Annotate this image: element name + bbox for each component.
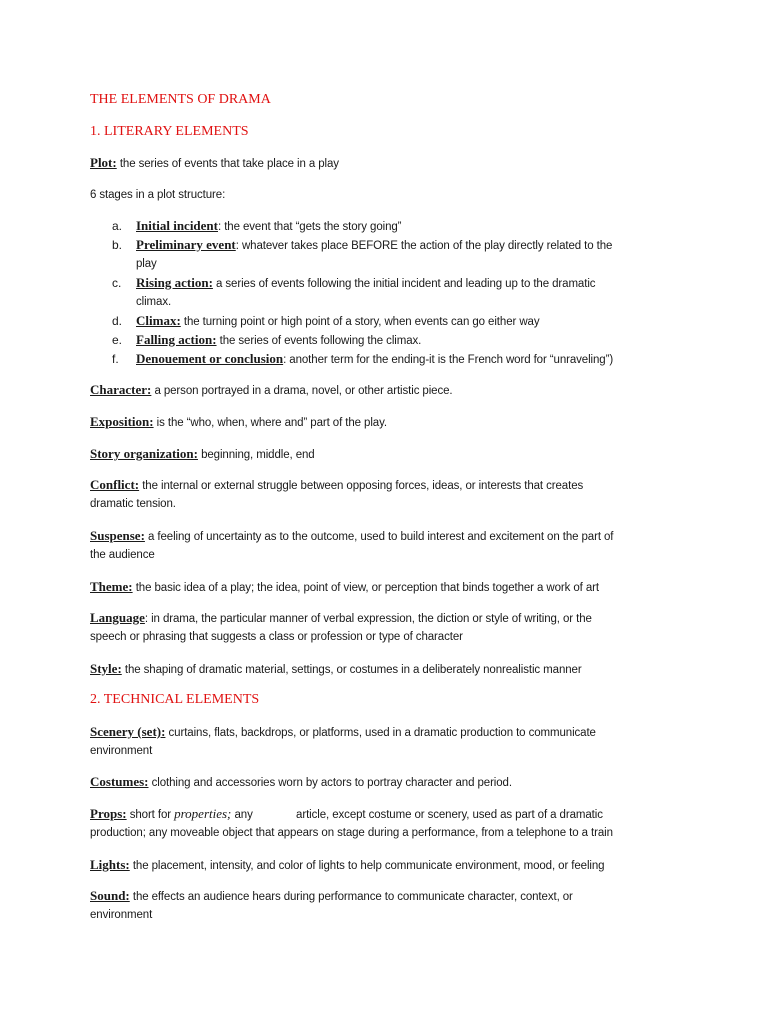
term: Conflict: — [90, 477, 140, 492]
definition-text: the internal or external struggle between opposing forces, ideas, or interests that creates — [139, 480, 584, 492]
term: Scenery (set): — [90, 724, 166, 739]
definition-text: the effects an audience hears during performance to communicate character, context, or — [129, 891, 573, 903]
definition-continuation: dramatic tension. — [90, 498, 176, 510]
term: Style: — [90, 661, 122, 676]
definition-suspense — [90, 527, 613, 547]
definition-text: the turning point or high point of a story, when events can go either way — [180, 316, 540, 328]
list-marker: a. — [112, 219, 123, 233]
definition-character — [90, 381, 453, 401]
definition-continuation: environment — [90, 909, 153, 921]
definition-text: : another term for the ending-it is the French word for “unraveling”) — [283, 354, 614, 366]
definition-text: short for — [126, 809, 175, 821]
definition-text: any article, except costume or scenery, used as part of a dramatic — [231, 809, 603, 821]
term: Theme: — [90, 579, 133, 594]
definition-text: : in drama, the particular manner of verbal expression, the diction or style of writing, or the — [144, 613, 592, 625]
list-marker: f. — [112, 352, 119, 366]
term: Lights: — [90, 857, 130, 872]
definition-text: the shaping of dramatic material, settings, or costumes in a deliberately nonrealistic manner — [121, 664, 582, 676]
definition-exposition — [90, 413, 387, 433]
definition-continuation: climax. — [136, 296, 172, 308]
definition-text: curtains, flats, backdrops, or platforms, used in a dramatic production to communicate — [165, 727, 596, 739]
term: Costumes: — [90, 774, 149, 789]
definition-text: : the event that “gets the story going” — [218, 221, 402, 233]
definition-text: the series of events that take place in a play — [116, 158, 339, 170]
definition-continuation: play — [136, 258, 157, 270]
stages-intro: 6 stages in a plot structure: — [90, 189, 226, 201]
definition-continuation: the audience — [90, 549, 155, 561]
definition-story-organization — [90, 445, 315, 465]
definition-continuation: speech or phrasing that suggests a class or profession or type of character — [90, 631, 463, 643]
term: Suspense: — [90, 528, 145, 543]
definition-sound — [90, 887, 573, 907]
definition-text: the placement, intensity, and color of lights to help communicate environment, mood, or feeling — [129, 860, 605, 872]
definition-style — [90, 660, 582, 680]
section-heading-literary: 1. LITERARY ELEMENTS — [90, 124, 249, 139]
term: Story organization: — [90, 446, 198, 461]
list-marker: e. — [112, 333, 123, 347]
definition-continuation: environment — [90, 745, 153, 757]
definition-text: : whatever takes place BEFORE the action of the play directly related to the — [235, 240, 613, 252]
definition-text: a series of events following the initial incident and leading up to the dramatic — [212, 278, 596, 290]
term: Exposition: — [90, 414, 154, 429]
definition-costumes — [90, 773, 512, 793]
definition-language — [90, 609, 592, 629]
term: Sound: — [90, 888, 130, 903]
term: Character: — [90, 382, 152, 397]
definition-text: clothing and accessories worn by actors to portray character and period. — [148, 777, 512, 789]
definition-conflict — [90, 476, 583, 496]
definition-text: the basic idea of a play; the idea, point of view, or perception that binds together a work of art — [132, 582, 599, 594]
term: Climax: — [136, 313, 181, 328]
definition-text: a feeling of uncertainty as to the outcome, used to build interest and excitement on the part of — [144, 531, 614, 543]
term: Falling action: — [136, 332, 217, 347]
term: Initial incident — [136, 218, 218, 233]
term: Denouement or conclusion — [136, 351, 284, 366]
definition-italic-term: properties; — [174, 806, 232, 821]
definition-scenery — [90, 723, 596, 743]
definition-text: the series of events following the climax. — [216, 335, 422, 347]
term: Props: — [90, 806, 127, 821]
section-heading-technical: 2. TECHNICAL ELEMENTS — [90, 692, 260, 707]
definition-continuation: production; any moveable object that appears on stage during a performance, from a telephone to a train — [90, 827, 613, 839]
list-marker: c. — [112, 276, 122, 290]
term: Language — [90, 610, 145, 625]
list-marker: b. — [112, 238, 123, 252]
term: Plot: — [90, 155, 117, 170]
definition-props — [90, 805, 603, 825]
term: Rising action: — [136, 275, 213, 290]
term: Preliminary event — [136, 237, 236, 252]
list-marker: d. — [112, 314, 123, 328]
definition-theme — [90, 578, 599, 598]
document-title: THE ELEMENTS OF DRAMA — [90, 92, 271, 107]
definition-lights — [90, 856, 604, 876]
definition-text: is the “who, when, where and” part of the play. — [153, 417, 387, 429]
definition-plot — [90, 154, 339, 174]
definition-text: beginning, middle, end — [197, 449, 315, 461]
definition-text: a person portrayed in a drama, novel, or other artistic piece. — [151, 385, 453, 397]
